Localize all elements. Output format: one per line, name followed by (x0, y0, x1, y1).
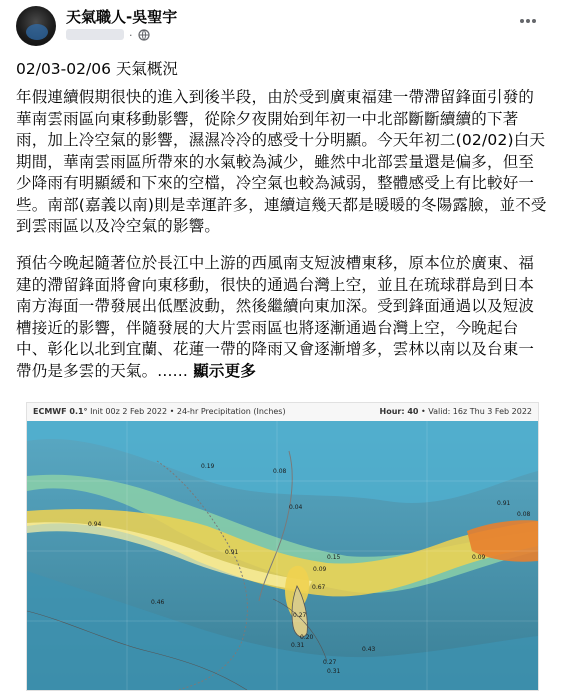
map-value-label: 0.91 (225, 549, 239, 556)
map-header-left (33, 403, 286, 421)
map-value-label: 0.27 (293, 612, 307, 619)
post-paragraph-2-text: 預估今晚起隨著位於長江中上游的西風南支短波槽東移，原本位於廣東、福建的滯留鋒面將會向東移動，很快的通過台灣上空，並且在琉球群島到日本南方海面一帶發展出低壓波動，然後繼續向東加深。受到鋒面通過以及短波槽接近的影響，伴隨發展的大片雲雨區也將逐漸通過台灣上空，今晚起台中、彰化以北到宜蘭、花蓮一帶的降雨又會逐漸增多，雲林以南以及台東一帶仍是多雲的天氣。...... (16, 254, 535, 380)
map-value-label: 0.67 (312, 584, 326, 591)
post-meta (66, 28, 156, 44)
avatar[interactable] (16, 6, 56, 46)
post-title: 02/03-02/06 天氣概況 (16, 60, 178, 78)
map-valid-label: • Valid: 16z Thu 3 Feb 2022 (421, 407, 532, 416)
meta-separator: · (129, 29, 133, 42)
more-horizontal-icon[interactable] (519, 8, 547, 28)
see-more-link[interactable]: 顯示更多 (193, 361, 257, 380)
precipitation-map (27, 421, 538, 690)
map-hour-label: Hour: 40 (379, 407, 419, 416)
map-value-label: 0.43 (362, 646, 376, 653)
map-value-label: 0.20 (300, 634, 314, 641)
globe-icon (138, 29, 150, 41)
map-value-label: 0.27 (323, 659, 337, 666)
map-value-label: 0.46 (151, 599, 165, 606)
post-paragraph-1: 年假連續假期很快的進入到後半段，由於受到廣東福建一帶滯留鋒面引發的華南雲雨區向東移動影響，從除夕夜開始到年初一中北部斷斷續續的下著雨，加上冷空氣的影響，濕濕冷冷的感受十分明顯。今天年初二(02/02)白天期間，華南雲雨區所帶來的水氣較為減少，雖然中北部雲量還是偏多，但至少降雨有明顯緩和下來的空檔，冷空氣也較為減弱，整體感受上有比較好一些。南部(嘉義以南)則是幸運許多，連續這幾天都是暖暖的冬陽露臉，並不受到雲雨區以及冷空氣的影響。 (16, 88, 547, 235)
post-paragraph-2 (16, 253, 548, 382)
map-value-label: 0.94 (88, 521, 102, 528)
precipitation-map-image[interactable] (26, 402, 539, 691)
map-value-label: 0.19 (201, 463, 215, 470)
map-value-label: 0.31 (327, 668, 341, 675)
map-value-label: 0.04 (289, 504, 303, 511)
page-name[interactable]: 天氣職人-吳聖宇 (66, 8, 178, 26)
map-value-label: 0.15 (327, 554, 341, 561)
map-value-label: 0.08 (273, 468, 287, 475)
map-header-right (380, 403, 532, 421)
map-value-label: 0.09 (472, 554, 486, 561)
post-header (0, 0, 563, 60)
map-init-label: Init 00z 2 Feb 2022 • 24-hr Precipitation (Inches) (90, 407, 286, 416)
map-value-label: 0.09 (313, 566, 327, 573)
map-model-label: ECMWF 0.1° (33, 407, 88, 416)
map-value-label: 0.31 (291, 642, 305, 649)
post-timestamp[interactable] (66, 29, 124, 40)
map-value-label: 0.08 (517, 511, 531, 518)
map-value-label: 0.91 (497, 500, 511, 507)
map-header (27, 403, 538, 421)
